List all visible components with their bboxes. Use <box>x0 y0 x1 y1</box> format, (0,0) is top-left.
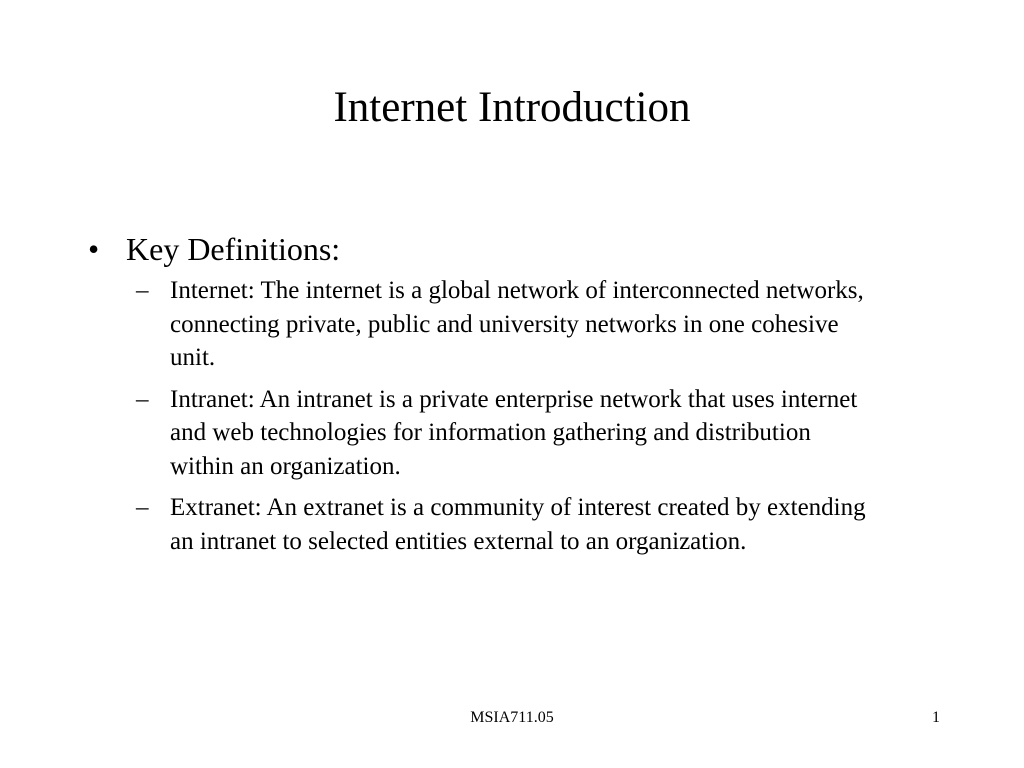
definitions-list <box>136 274 918 558</box>
definition-text: Intranet: An intranet is a private enterprise network that uses internet and web technologies for information gathering and distribution within an organization. <box>170 385 858 480</box>
footer-page-number: 1 <box>932 709 940 726</box>
footer-course-code: MSIA711.05 <box>470 709 554 726</box>
definition-text: Extranet: An extranet is a community of interest created by extending an intranet to selected entities external to an organization. <box>170 494 866 555</box>
dash-icon: – <box>136 277 149 304</box>
definition-text: Internet: The internet is a global network of interconnected networks, connecting private, public and university networks in one cohesive unit. <box>170 277 864 371</box>
definition-internet <box>136 274 870 375</box>
dash-icon: – <box>136 385 149 413</box>
definition-extranet <box>136 491 870 558</box>
dash-icon: – <box>136 494 149 521</box>
bullet-icon: • <box>88 231 100 267</box>
definition-intranet <box>136 383 870 484</box>
bullet-key-definitions <box>88 228 918 270</box>
slide-body <box>88 228 918 566</box>
bullet-text: Key Definitions: <box>126 231 341 267</box>
slide-title: Internet Introduction <box>333 84 691 131</box>
